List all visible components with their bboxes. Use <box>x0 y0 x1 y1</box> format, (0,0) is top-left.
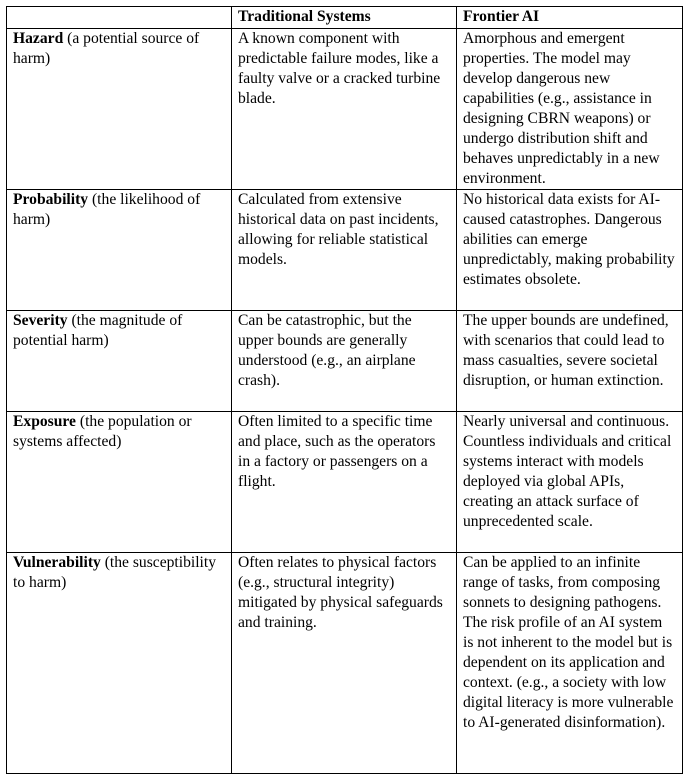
dimension-cell <box>7 311 232 412</box>
dimension-definition: (the susceptibility to harm) <box>13 554 217 591</box>
header-row <box>7 7 683 29</box>
traditional-cell: A known component with predictable failure modes, like a faulty valve or a cracked turbine blade. <box>232 29 457 190</box>
table-row-vulnerability <box>7 553 683 774</box>
dimension-definition: (the population or systems affected) <box>13 413 192 450</box>
dimension-term: Severity <box>13 312 68 329</box>
traditional-cell: Often limited to a specific time and place, such as the operators in a factory or passengers on a flight. <box>232 412 457 553</box>
dimension-cell <box>7 553 232 774</box>
dimension-cell <box>7 412 232 553</box>
frontier-cell: The upper bounds are undefined, with scenarios that could lead to mass casualties, severe societal disruption, or human extinction. <box>457 311 683 412</box>
frontier-cell: Nearly universal and continuous. Countless individuals and critical systems interact with models deployed via global APIs, creating an attack surface of unprecedented scale. <box>457 412 683 553</box>
frontier-cell: No historical data exists for AI-caused catastrophes. Dangerous abilities can emerge unpredictably, making probability estimates obsolete. <box>457 190 683 311</box>
dimension-cell <box>7 190 232 311</box>
frontier-cell: Amorphous and emergent properties. The model may develop dangerous new capabilities (e.g., assistance in designing CBRN weapons) or undergo distribution shift and behaves unpredictably in a new environment. <box>457 29 683 190</box>
dimension-definition: (the magnitude of potential harm) <box>13 312 183 349</box>
dimension-term: Probability <box>13 191 89 208</box>
traditional-cell: Can be catastrophic, but the upper bounds are generally understood (e.g., an airplane crash). <box>232 311 457 412</box>
frontier-cell: Can be applied to an infinite range of tasks, from composing sonnets to designing pathogens. The risk profile of an AI system is not inherent to the model but is dependent on its application and context. (e.g., a society with low digital literacy is more vulnerable to AI-generated disinformation). <box>457 553 683 774</box>
dimension-definition: (a potential source of harm) <box>13 30 200 67</box>
table-row-probability <box>7 190 683 311</box>
header-frontier-ai: Frontier AI <box>457 7 683 29</box>
dimension-term: Vulnerability <box>13 554 101 571</box>
table-row-hazard <box>7 29 683 190</box>
header-traditional-systems: Traditional Systems <box>232 7 457 29</box>
header-empty-cell <box>7 7 232 29</box>
dimension-term: Hazard <box>13 30 64 47</box>
risk-comparison-table <box>6 6 683 774</box>
dimension-cell <box>7 29 232 190</box>
table-row-exposure <box>7 412 683 553</box>
table-row-severity <box>7 311 683 412</box>
dimension-definition: (the likelihood of harm) <box>13 191 201 228</box>
dimension-term: Exposure <box>13 413 76 430</box>
traditional-cell: Often relates to physical factors (e.g., structural integrity) mitigated by physical safeguards and training. <box>232 553 457 774</box>
traditional-cell: Calculated from extensive historical data on past incidents, allowing for reliable statistical models. <box>232 190 457 311</box>
